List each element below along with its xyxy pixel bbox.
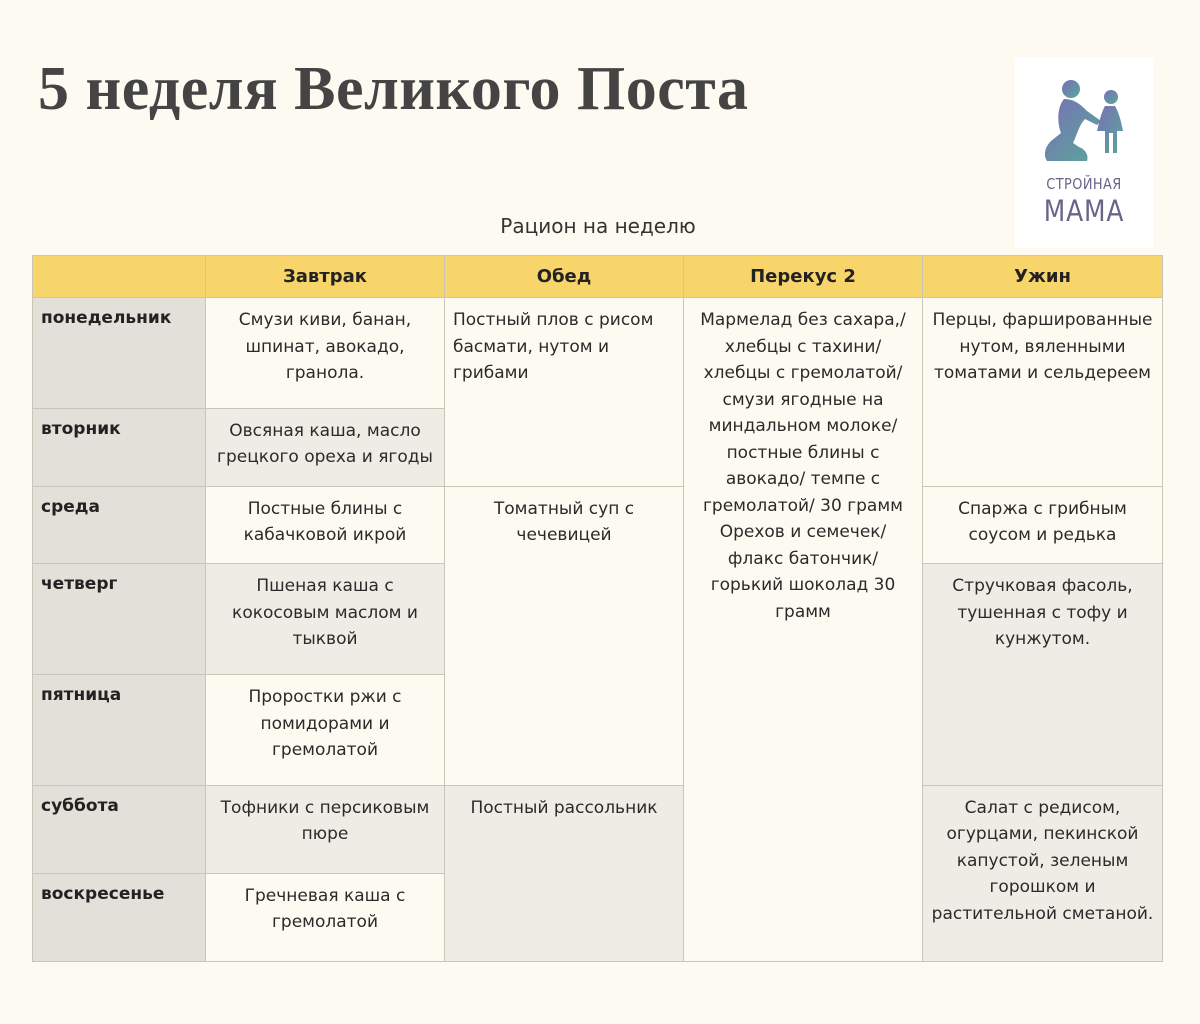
table-row (33, 298, 1163, 409)
snack-all-week: Мармелад без сахара,/ хлебцы с тахини/ хлебцы с гремолатой/ смузи ягодные на миндальном молоке/ постные блины с авокадо/ темпе с гремолатой/ 30 грамм Орехов и семечек/ флакс батончик/ горький шоколад 30 грамм (684, 298, 923, 962)
breakfast-tuesday: Овсяная каша, масло грецкого ореха и ягоды (206, 408, 445, 486)
table-row (33, 486, 1163, 564)
header-snack: Перекус 2 (684, 256, 923, 298)
day-monday: понедельник (33, 298, 206, 409)
day-thursday: четверг (33, 564, 206, 675)
dinner-wednesday: Спаржа с грибным соусом и редька (923, 486, 1163, 564)
table-caption: Рацион на неделю (500, 214, 696, 238)
day-sunday: воскресенье (33, 873, 206, 961)
breakfast-sunday: Гречневая каша с гремолатой (206, 873, 445, 961)
day-saturday: суббота (33, 785, 206, 873)
lunch-sat-sun: Постный рассольник (445, 785, 684, 961)
breakfast-thursday: Пшеная каша с кокосовым маслом и тыквой (206, 564, 445, 675)
lunch-wed-fri: Томатный суп с чечевицей (445, 486, 684, 785)
lunch-mon-tue: Постный плов с рисом басмати, нутом и грибами (445, 298, 684, 487)
header-corner (33, 256, 206, 298)
page-title: 5 неделя Великого Поста (38, 55, 749, 123)
dinner-mon-tue: Перцы, фаршированные нутом, вяленными томатами и сельдереем (923, 298, 1163, 487)
dinner-thu-fri: Стручковая фасоль, тушенная с тофу и кунжутом. (923, 564, 1163, 785)
header-breakfast: Завтрак (206, 256, 445, 298)
logo-text-line2: МАМА (1043, 194, 1125, 228)
weekly-meal-plan-table (32, 255, 1163, 962)
header-row (33, 256, 1163, 298)
breakfast-wednesday: Постные блины с кабачковой икрой (206, 486, 445, 564)
day-friday: пятница (33, 675, 206, 786)
day-wednesday: среда (33, 486, 206, 564)
breakfast-friday: Проростки ржи с помидорами и гремолатой (206, 675, 445, 786)
mother-child-icon (1037, 75, 1131, 171)
header-dinner: Ужин (923, 256, 1163, 298)
table-row (33, 785, 1163, 873)
dinner-sat-sun: Салат с редисом, огурцами, пекинской капустой, зеленым горошком и растительной сметаной. (923, 785, 1163, 961)
day-tuesday: вторник (33, 408, 206, 486)
logo-text-line1: СТРОЙНАЯ (1046, 175, 1122, 193)
header-lunch: Обед (445, 256, 684, 298)
breakfast-saturday: Тофники с персиковым пюре (206, 785, 445, 873)
breakfast-monday: Смузи киви, банан, шпинат, авокадо, гранола. (206, 298, 445, 409)
